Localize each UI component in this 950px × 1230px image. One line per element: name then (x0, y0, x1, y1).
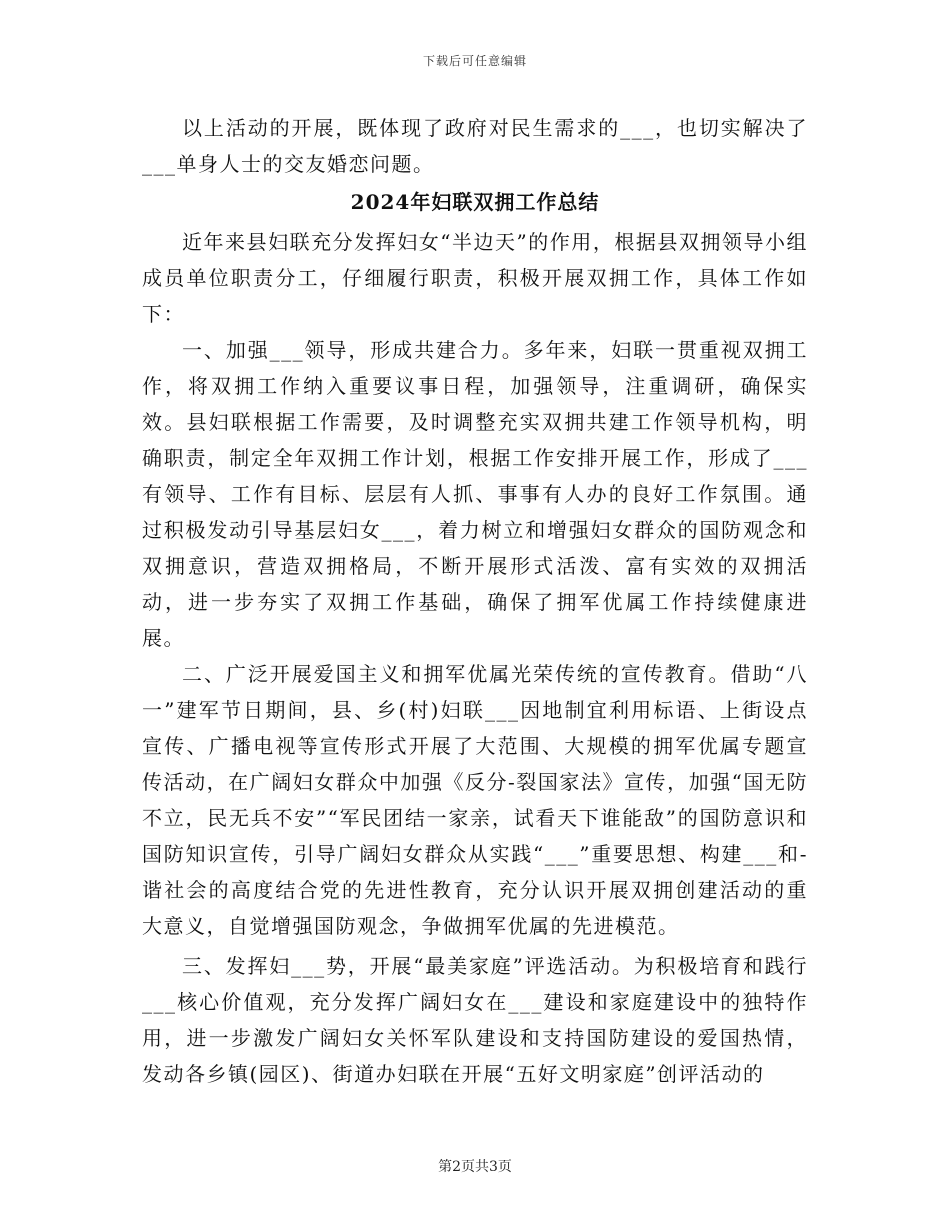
page-indicator: 第2页共3页 (438, 1159, 512, 1175)
document-title: 2024年妇联双拥工作总结 (350, 190, 600, 214)
paragraph-section-1: 一、加强___领导，形成共建合力。多年来，妇联一贯重视双拥工作，将双拥工作纳入重要议事日程，加强领导，注重调研，确保实效。县妇联根据工作需要，及时调整充实双拥共建工作领导机构，明确职责，制定全年双拥工作计划，根据工作安排开展工作，形成了___有领导、工作有目标、层层有人抓、事事有人办的良好工作氛围。通过积极发动引导基层妇女___，着力树立和增强妇女群众的国防观念和双拥意识，营造双拥格局，不断开展形式活泼、富有实效的双拥活动，进一步夯实了双拥工作基础，确保了拥军优属工作持续健康进展。 (142, 338, 808, 650)
document-body (142, 110, 808, 1092)
paragraph-section-3: 三、发挥妇___势，开展“最美家庭”评选活动。为积极培育和践行___核心价值观，充分发挥广阔妇女在___建设和家庭建设中的独特作用，进一步激发广阔妇女关怀军队建设和支持国防建设的爱国热情，发动各乡镇(园区)、街道办妇联在开展“五好文明家庭”创评活动的 (142, 954, 808, 1086)
paragraph-intro: 近年来县妇联充分发挥妇女“半边天”的作用，根据县双拥领导小组成员单位职责分工，仔细履行职责，积极开展双拥工作，具体工作如下： (142, 230, 808, 326)
header-note: 下载后可任意编辑 (422, 54, 527, 68)
paragraph-section-2: 二、广泛开展爱国主义和拥军优属光荣传统的宣传教育。借助“八一”建军节日期间，县、乡(村)妇联___因地制宜利用标语、上街设点宣传、广播电视等宣传形式开展了大范围、大规模的拥军优属专题宣传活动，在广阔妇女群众中加强《反分-裂国家法》宣传，加强“国无防不立，民无兵不安”“军民团结一家亲，试看天下谁能敌”的国防意识和国防知识宣传，引导广阔妇女群众从实践“___”重要思想、构建___和-谐社会的高度结合党的先进性教育，充分认识开展双拥创建活动的重大意义，自觉增强国防观念，争做拥军优属的先进模范。 (142, 662, 808, 938)
intro-paragraph: 以上活动的开展，既体现了政府对民生需求的___，也切实解决了___单身人士的交友婚恋问题。 (142, 116, 808, 176)
